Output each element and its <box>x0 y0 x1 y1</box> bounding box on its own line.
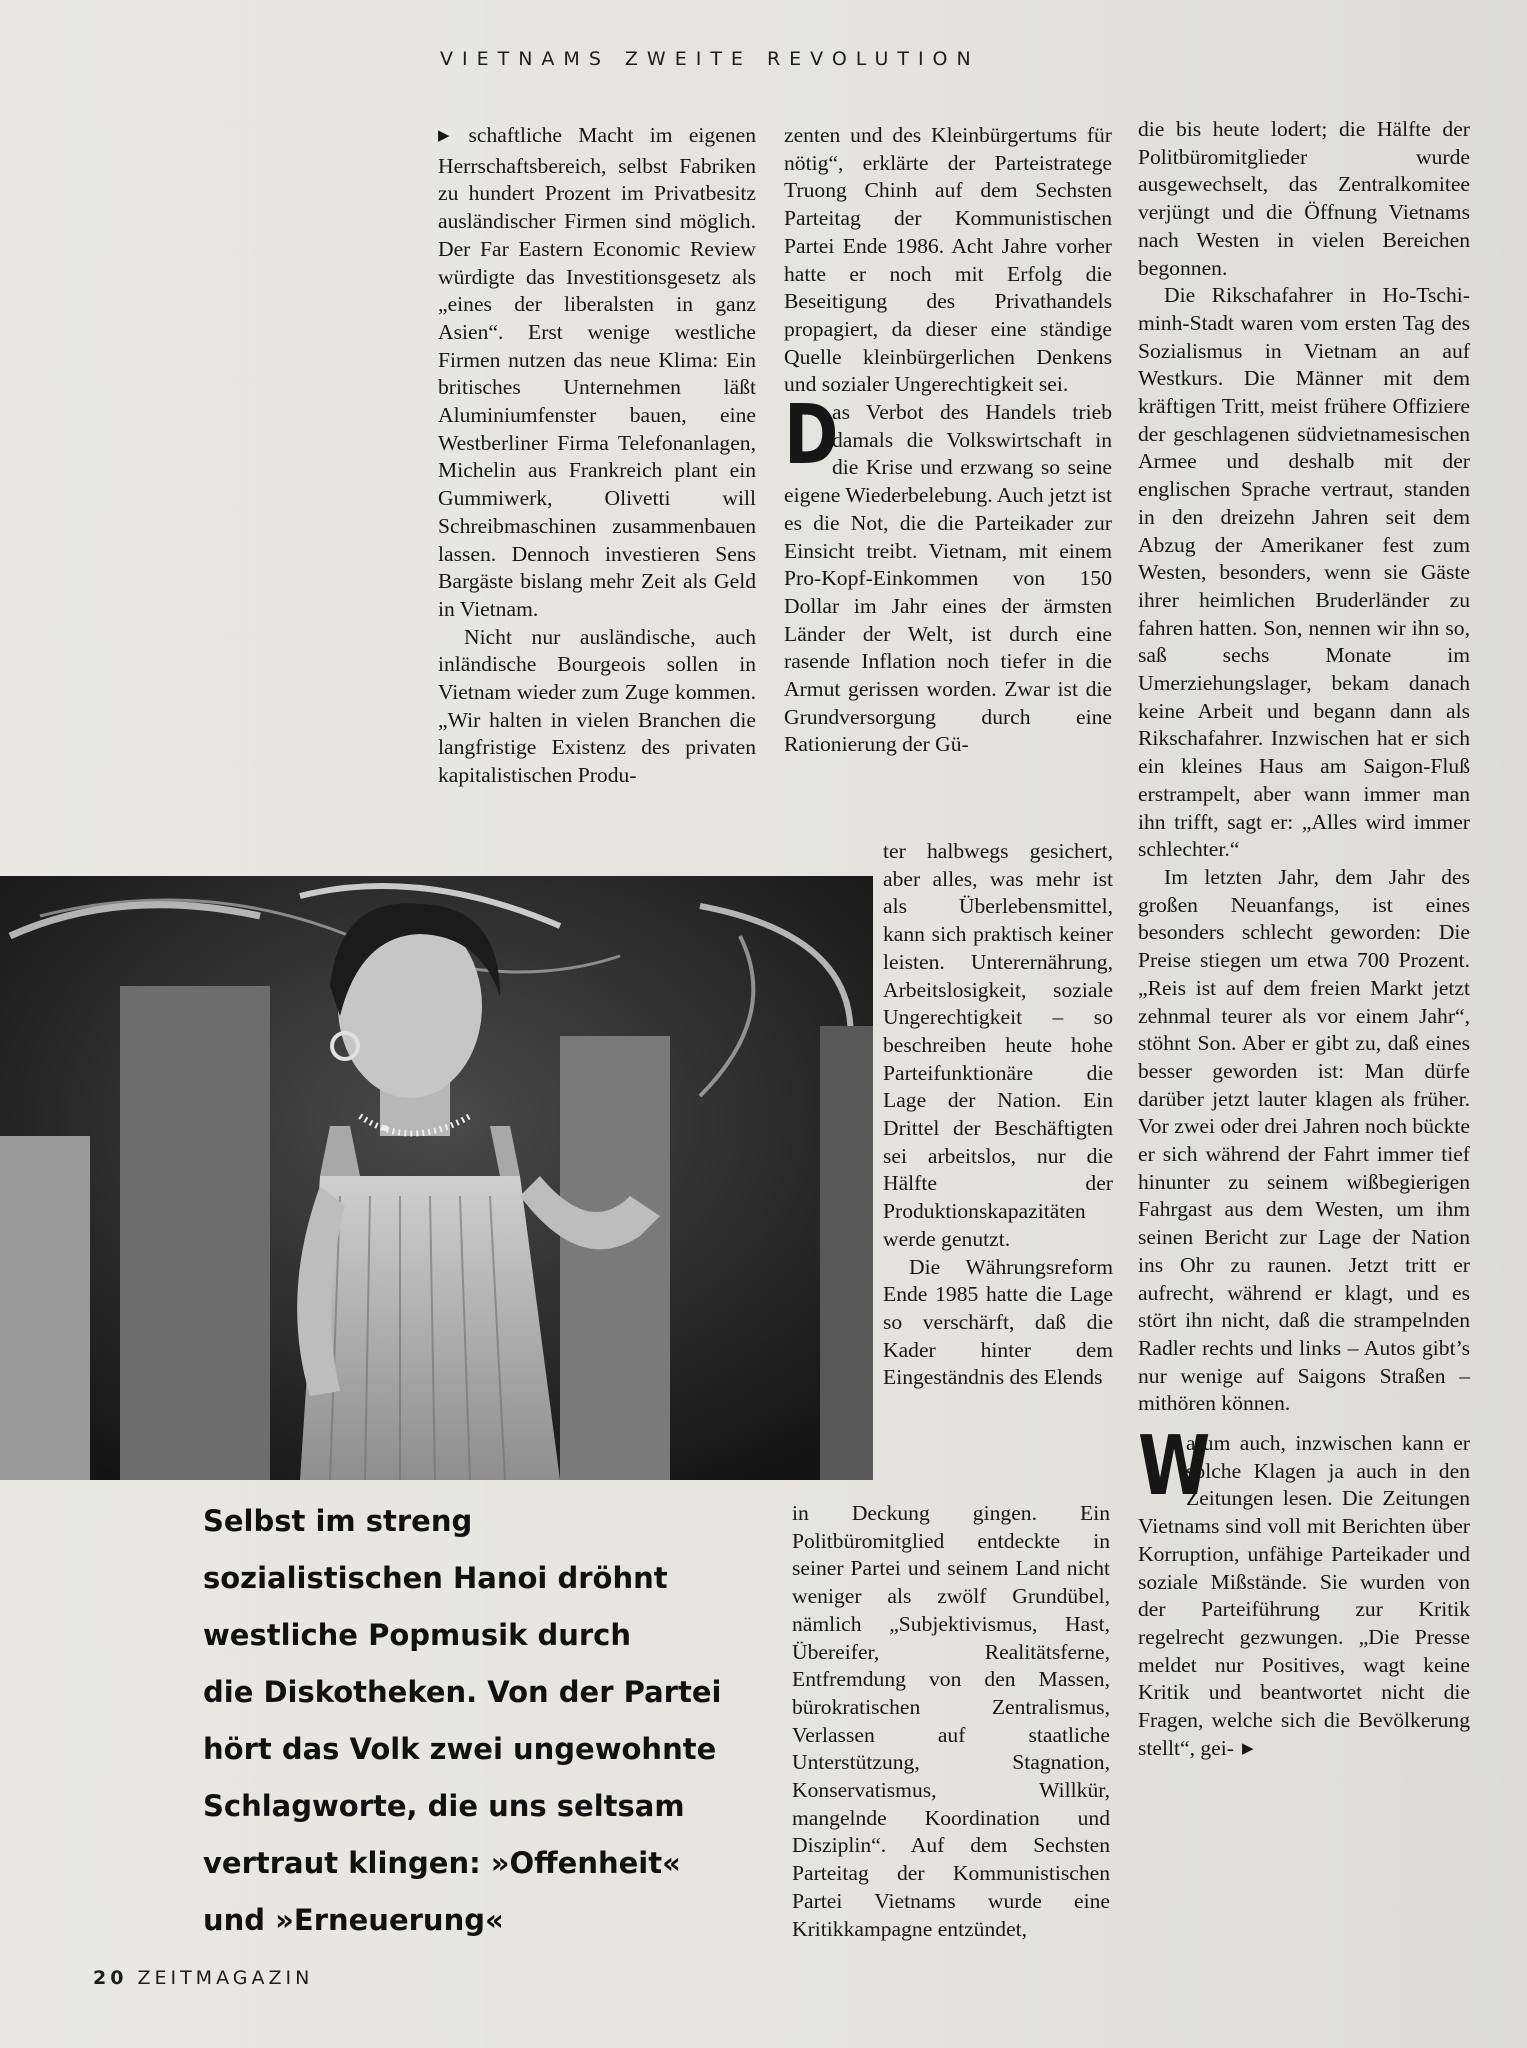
caption-line: sozialistischen Hanoi dröhnt <box>203 1561 668 1595</box>
caption-line: die Diskotheken. Von der Partei <box>203 1675 722 1709</box>
photo-caption <box>203 1493 763 1949</box>
paragraph <box>438 122 756 624</box>
magazine-name: ZEITMAGAZIN <box>137 1967 314 1989</box>
paragraph: die bis heute lodert; die Hälfte der Politbüromitglieder wurde ausgewechselt, das Zentralkomitee verjüngt und die Öffnung Vietnams nach Westen in vielen Bereichen begonnen. <box>1138 117 1470 280</box>
paragraph-text: arum auch, inzwischen kann er solche Klagen ja auch in den Zeitungen lesen. Die Zeitungen Vietnams sind voll mit Berichten über Korruption, unfähige Parteikader und soziale Mißstände. Sie wurden von der Parteiführung zur Kritik regelrecht gezwungen. „Die Presse meldet nur Positives, wagt keine Kritik und beantwortet nicht die Fragen, welche sich die Bevölkerung stellt“, gei- <box>1138 1431 1470 1760</box>
paragraph: in Deckung gingen. Ein Politbüromitglied entdeckte in seiner Partei und seinem Land nicht weniger als zwölf Grundübel, nämlich „Subjektivismus, Hast, Übereifer, Realitätsferne, Entfremdung von den Massen, bürokratischen Zentralismus, Verlassen auf staatliche Unterstützung, Stagnation, Konservatismus, Willkür, mangelnde Koordination und Disziplin“. Auf dem Sechsten Parteitag der Kommunistischen Partei Vietnams wurde eine Kritikkampagne entzündet, <box>792 1501 1110 1941</box>
paragraph: Die Währungsreform Ende 1985 hatte die Lage so verschärft, daß die Kader hinter dem Eingeständnis des Elends <box>883 1254 1113 1390</box>
caption-line: hört das Volk zwei ungewohnte <box>203 1732 717 1766</box>
caption-line: Selbst im streng <box>203 1504 473 1538</box>
continuation-arrow-icon: ▶ <box>1241 1740 1254 1757</box>
page-number: 20 <box>93 1967 128 1989</box>
text-column-2-narrow <box>883 838 1113 1392</box>
paragraph: Im letzten Jahr, dem Jahr des großen Neuanfangs, ist eines besonders schlecht geworden: Die Preise stiegen um etwa 700 Prozent. „Reis ist auf dem freien Markt jetzt zehnmal teurer als vor einem Jahr“, stöhnt Son. Aber er gibt zu, daß eines besser geworden ist: Man dürfe darüber jetzt lauter klagen als früher. Vor zwei oder drei Jahren noch bückte er sich während der Fahrt immer tief hinunter zu seinem wißbegierigen Fahrgast aus dem Westen, um ihm seinen Bericht zur Lage der Nation ins Ohr zu raunen. Jetzt tritt er aufrecht, während er klagt, und es stört ihn nicht, daß die strampelnden Radler rechts und links – Autos gibt’s nur wenige auf Saigons Straßen – mithören können. <box>1138 864 1470 1416</box>
paragraph: Die Rikschafahrer in Ho-Tschi-minh-Stadt waren vom ersten Tag des Sozialismus in Vietnam an auf Westkurs. Die Männer mit dem kräftigen Tritt, meist frühere Offiziere der geschlagenen südvietnamesischen Armee und deshalb mit der englischen Sprache vertraut, standen in den dreizehn Jahren seit dem Abzug der Amerikaner fest zum Westen, besonders, wenn sie Gäste ihrer heimlichen Bruderländer zu fahren hatten. Son, nennen wir ihn so, saß sechs Monate im Umerziehungslager, bekam danach keine Arbeit und begann dann als Rikschafahrer. Inzwischen hat er sich ein kleines Haus am Saigon-Fluß erstrampelt, aber wann immer man ihn trifft, sagt er: „Alles wird immer schlechter.“ <box>1138 283 1470 862</box>
paragraph: zenten und des Kleinbürgertums für nötig“, erklärte der Parteistratege Truong Chinh auf dem Sechsten Parteitag der Kommunistischen Partei Ende 1986. Acht Jahre vorher hatte er noch mit Erfolg die Beseitigung des Privathandels propagiert, da dieser eine ständige Quelle kleinbürgerlichen Denkens und sozialer Ungerechtigkeit sei. <box>784 123 1112 397</box>
paragraph <box>784 388 1112 759</box>
caption-line: und »Erneuerung« <box>203 1903 504 1937</box>
drop-cap: W <box>1138 1419 1211 1515</box>
paragraph: Nicht nur ausländische, auch inländische Bourgeois sollen in Vietnam wieder zum Zuge kommen. „Wir halten in vielen Branchen die langfristige Existenz des privaten kapitalistischen Produ- <box>438 624 756 788</box>
continuation-arrow-icon: ▶ <box>438 128 461 144</box>
text-column-1 <box>438 122 756 790</box>
caption-line: westliche Popmusik durch <box>203 1618 631 1652</box>
caption-line: Schlagworte, die uns seltsam <box>203 1789 685 1823</box>
paragraph <box>1138 1419 1470 1765</box>
text-column-3 <box>1138 116 1470 1765</box>
drop-cap: D <box>784 388 839 484</box>
disco-dancer-photo <box>0 876 873 1480</box>
paragraph-text: as Verbot des Handels trieb damals die Volkswirtschaft in die Krise und erzwang so seine eigene Wiederbelebung. Auch jetzt ist es die Not, die die Parteikader zur Einsicht treibt. Vietnam, mit einem Pro-Kopf-Einkommen von 150 Dollar im Jahr eines der ärmsten Länder der Welt, ist durch eine rasende Inflation noch tiefer in die Armut gerissen worden. Zwar ist die Grundversorgung durch eine Rationierung der Gü- <box>784 400 1112 757</box>
text-column-2 <box>784 122 1112 759</box>
folio <box>93 1967 313 1989</box>
caption-line: vertraut klingen: »Offenheit« <box>203 1846 681 1880</box>
photo-illustration <box>0 876 873 1480</box>
running-head: VIETNAMS ZWEITE REVOLUTION <box>440 48 980 70</box>
paragraph-text: schaftliche Macht im eigenen Herrschaftsbereich, selbst Fabriken zu hundert Prozent im Privatbesitz ausländischer Firmen sind möglich. Der Far Eastern Economic Review würdigte das Investitionsgesetz als „eines der liberalsten in ganz Asien“. Erst wenige westliche Firmen nutzen das neue Klima: Ein britisches Unternehmen läßt Aluminiumfenster bauen, eine Westberliner Firma Telefonanlagen, Michelin aus Frankreich plant ein Gummiwerk, Olivetti will Schreibmaschinen zusammenbauen lassen. Dennoch investieren Sens Bargäste bislang mehr Zeit als Geld in Vietnam. <box>438 123 756 621</box>
text-column-2-lower <box>792 1500 1110 1943</box>
paragraph: ter halbwegs gesichert, aber alles, was mehr ist als Überlebensmittel, kann sich praktisch keiner leisten. Unterernährung, Arbeitslosigkeit, soziale Ungerechtigkeit – so beschreiben heute hohe Parteifunktionäre die Lage der Nation. Ein Drittel der Beschäftigten sei arbeitslos, nur die Hälfte der Produktionskapazitäten werde genutzt. <box>883 839 1113 1251</box>
